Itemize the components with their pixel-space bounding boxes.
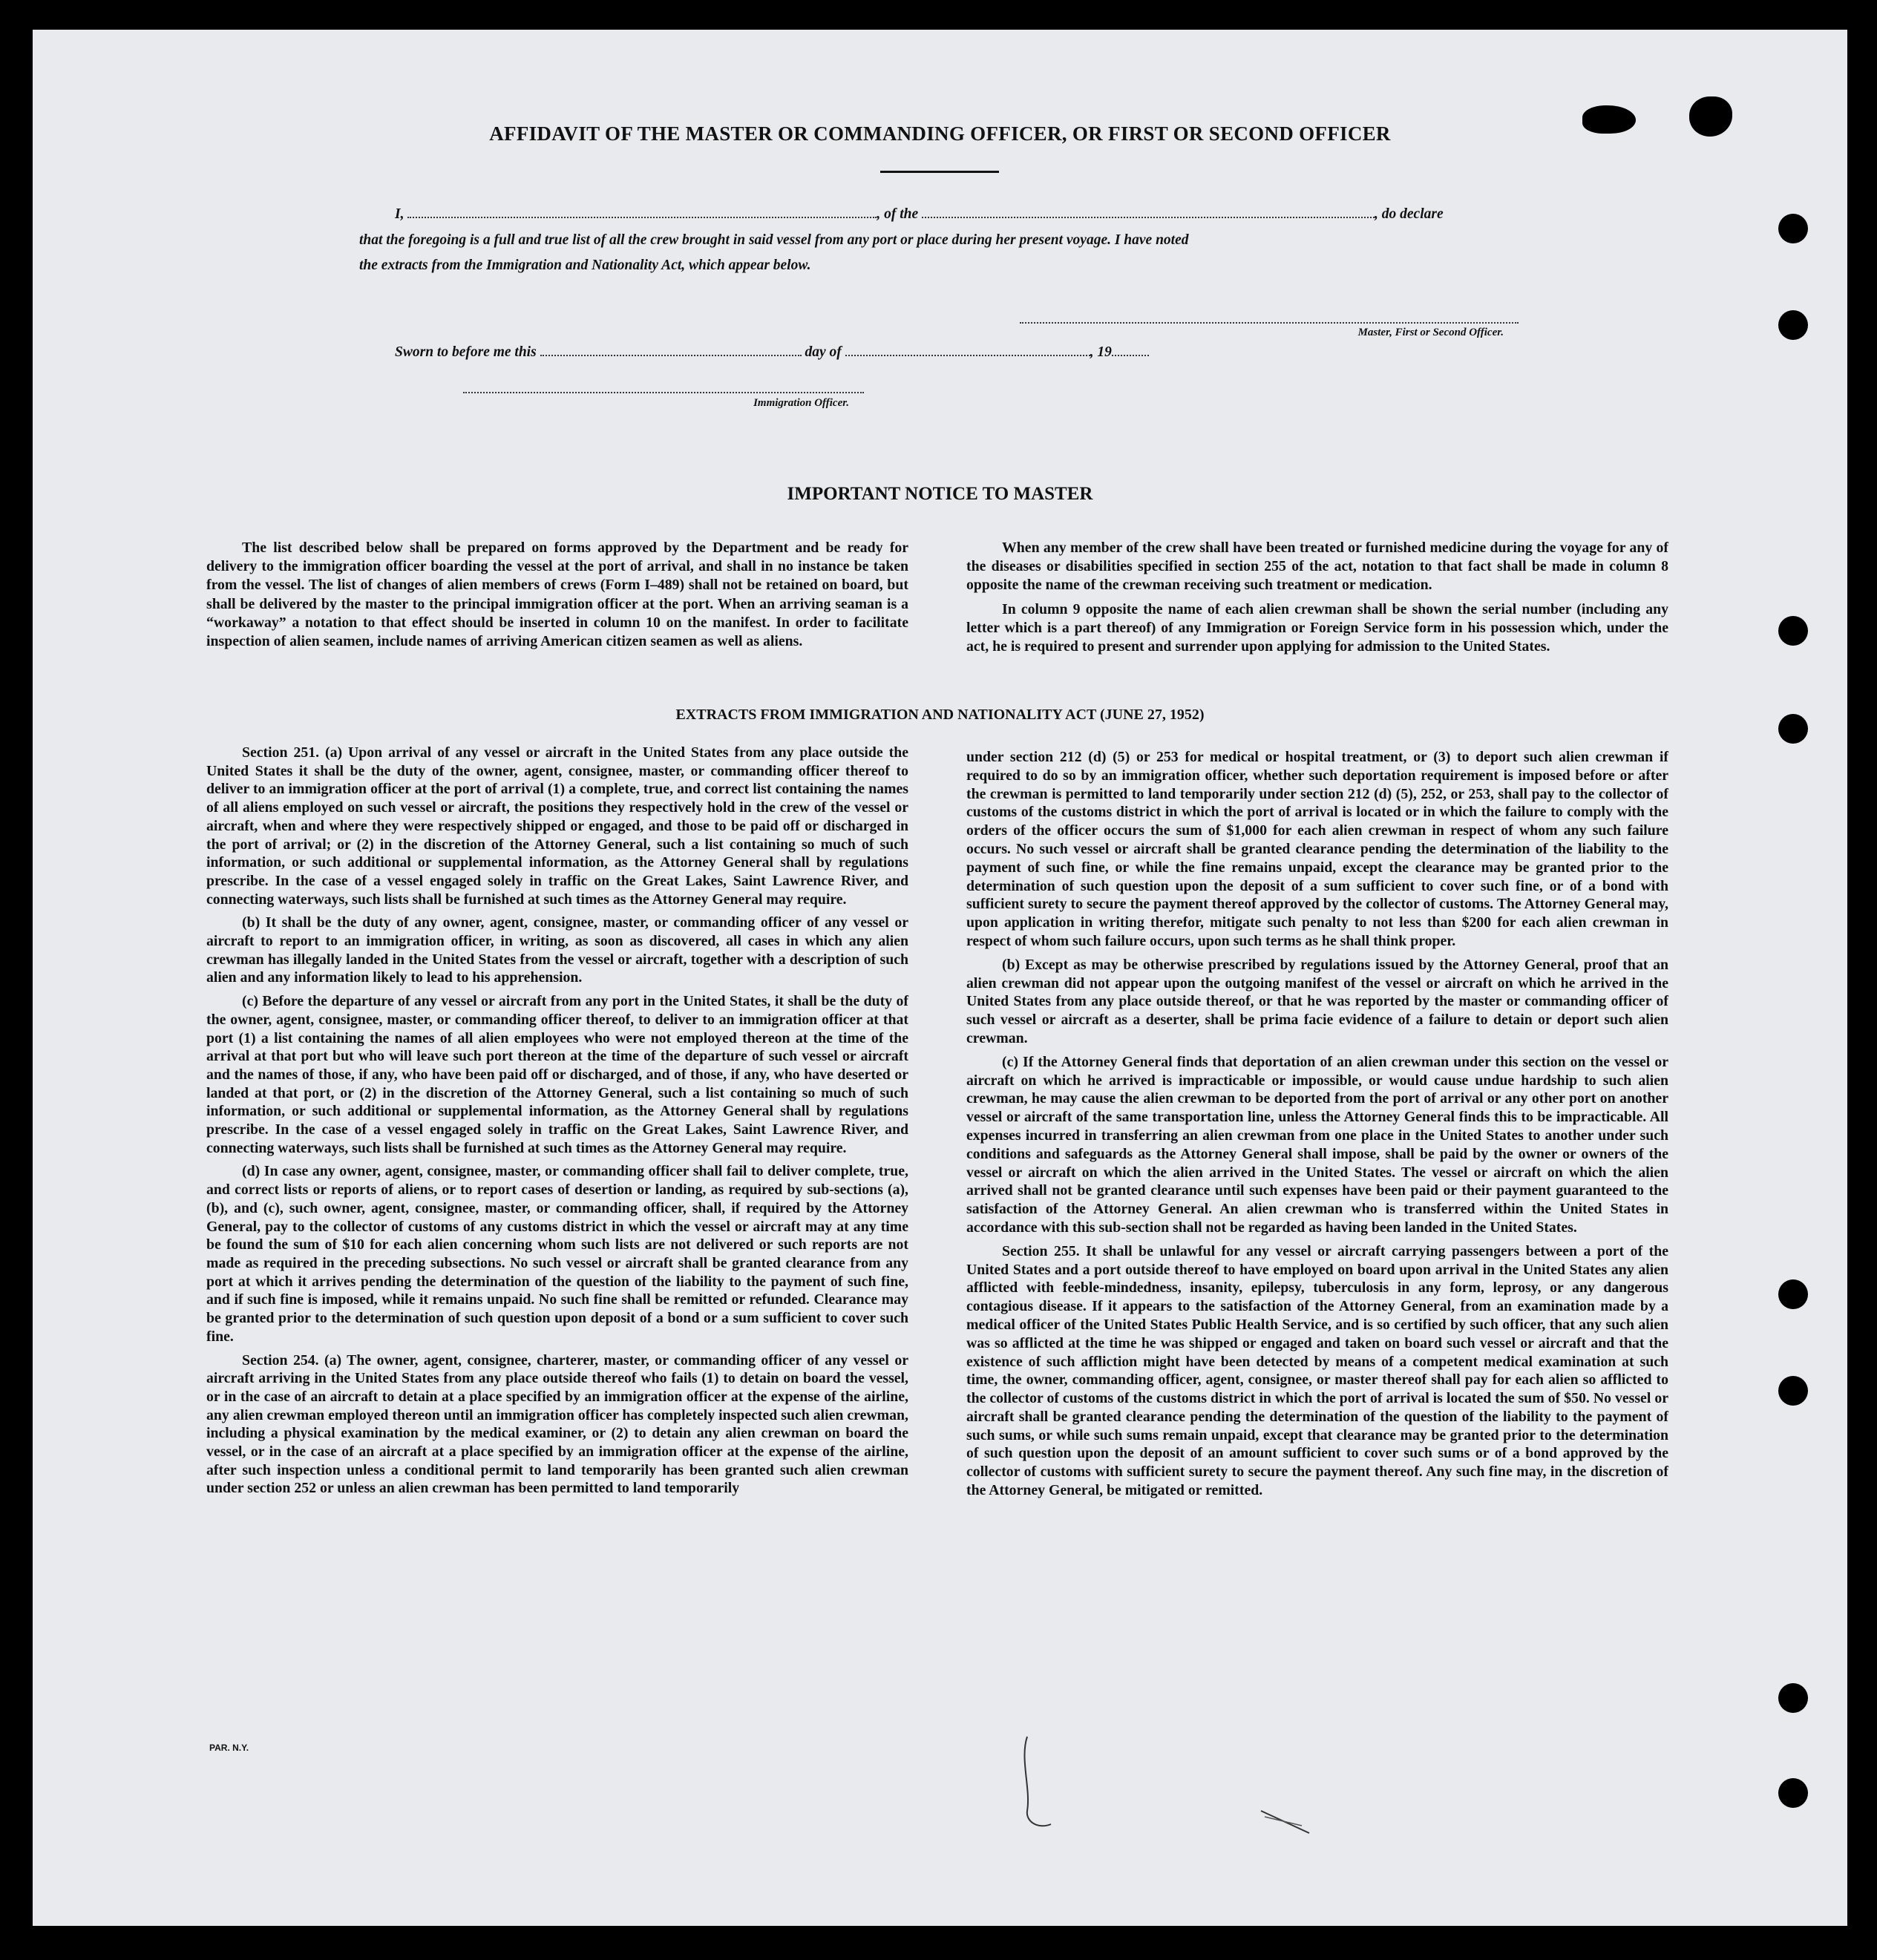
- officer-signature-line[interactable]: [463, 392, 864, 393]
- extract-paragraph: (c) If the Attorney General finds that deportation of an alien crewman under this section on the vessel or aircraft on which he arrived is impracticable or impossible, or would cause undue hardship to such alien crewman, he may cause the alien crewman to be deported from the port of arrival or any other port on another vessel or aircraft of the same transportation line, unless the Attorney General finds this to be impracticable. All expenses incurred in transferring an alien crewman from one place in the United States to another under such conditions and safeguards as the Attorney General shall impose, shall be paid by the owner or owners of the vessel or aircraft on which the alien arrived in the United States. The vessel or aircraft on which the alien arrived shall not be granted clearance until such expenses have been paid or their payment guaranteed to the satisfaction of the Attorney General. An alien crewman who is transferred within the United States in accordance with this sub-section shall not be regarded as having been landed in the United States.: [966, 1053, 1668, 1236]
- notice-title: IMPORTANT NOTICE TO MASTER: [787, 484, 1093, 504]
- extracts-left-column: [206, 744, 908, 1503]
- day-of-label: day of: [805, 344, 842, 360]
- sworn-label: Sworn to before me this: [395, 344, 537, 360]
- punch-hole: [1778, 1683, 1808, 1713]
- punch-hole: [1778, 214, 1808, 243]
- name-blank[interactable]: [407, 206, 877, 218]
- extract-paragraph: Section 251. (a) Upon arrival of any vessel or aircraft in the United States from any place outside the United States it shall be the duty of the owner, agent, consignee, master, or commanding officer thereof to deliver to an immigration officer at the port of arrival (1) a complete, true, and correct list containing the names of all aliens employed on such vessel or aircraft, the positions they respectively hold in the crew of the vessel or aircraft, when and where they were respectively shipped or engaged, and those to be paid off or discharged in the port of arrival; or (2) in the discretion of the Attorney General, such a list containing so much of such information, or such additional or supplemental information, as the Attorney General shall by regulations prescribe. In the case of a vessel engaged solely in traffic on the Great Lakes, Saint Lawrence River, and connecting waterways, such lists shall be furnished at such times as the Attorney General may require.: [206, 744, 908, 908]
- statement-line-2: the extracts from the Immigration and Nationality Act, which appear below.: [359, 258, 811, 273]
- ink-blot: [1582, 105, 1636, 134]
- sworn-month-blank[interactable]: [845, 344, 1090, 356]
- extract-paragraph: Section 255. It shall be unlawful for any vessel or aircraft carrying passengers between a port of the United States and a port outside thereof to have employed on board upon arrival in the United States any alien afflicted with feeble-mindedness, insanity, epilepsy, tuberculosis in any form, leprosy, or any dangerous contagious disease. If it appears to the satisfaction of the Attorney General, from an examination made by a medical officer of the United States Public Health Service, and is so certified by such officer, that any such alien was so afflicted at the time he was shipped or engaged and taken on board such vessel or aircraft and that the existence of such affliction might have been detected by means of a competent medical examination at such time, the owner, commanding officer, agent, consignee, or master thereof shall pay for each alien so afflicted to the collector of customs of the customs district in which the port of arrival is located the sum of $50. No vessel or aircraft shall be granted clearance pending the determination of the question of the liability to the payment of such sums, or while such sums remain unpaid, except that clearance may be granted prior to the determination of such question upon the deposit of an amount sufficient to cover such sums or of a bond approved by the collector of customs with sufficient surety to secure the payment thereof. Any such fine may, in the discretion of the Attorney General, be mitigated or remitted.: [966, 1242, 1668, 1499]
- pencil-marks: [998, 1729, 1339, 1863]
- master-signature-caption: Master, First or Second Officer.: [1357, 327, 1504, 338]
- notice-right-column: [966, 539, 1668, 661]
- punch-hole: [1778, 1778, 1808, 1808]
- punch-hole: [1778, 1279, 1808, 1309]
- extract-paragraph: (b) Except as may be otherwise prescribed by regulations issued by the Attorney General, proof that an alien crewman did not appear upon the outgoing manifest of the vessel or aircraft on which he arrived in the United States from any place outside thereof, or that he was reported by the master or commanding officer of such vessel or aircraft as a deserter, shall be prima facie evidence of a failure to detain or deport such alien crewman.: [966, 956, 1668, 1046]
- notice-paragraph: In column 9 opposite the name of each alien crewman shall be shown the serial number (including any letter which is a part thereof) of any Immigration or Foreign Service form in his possession which, under the act, he is required to present and surrender upon applying for admission to the United States.: [966, 600, 1668, 655]
- punch-hole: [1778, 714, 1808, 744]
- statement-line-1: that the foregoing is a full and true list of all the crew brought in said vessel from any port or place during her present voyage. I have noted: [359, 232, 1189, 248]
- sworn-year-blank[interactable]: [1112, 344, 1149, 356]
- sworn-line: [395, 344, 1360, 361]
- extract-paragraph: (d) In case any owner, agent, consignee, master, or commanding officer shall fail to deliver complete, true, and correct lists or reports of aliens, or to report cases of desertion or landing, as required by sub-sections (a), (b), and (c), such owner, agent, consignee, master, or commanding officer, shall, if required by the Attorney General, pay to the collector of customs of any customs district in which the vessel or aircraft may at any time be found the sum of $10 for each alien concerning whom such lists are not delivered or such reports are not made as required in the preceding subsections. No such vessel or aircraft shall be granted clearance from any port at which it arrives pending the determination of the question of the liability to the payment of such fine, and if such fine is imposed, while it remains unpaid. No such fine shall be remitted or refunded. Clearance may be granted prior to the determination of such question upon deposit of a bond or a sum sufficient to cover such fine.: [206, 1163, 908, 1345]
- vessel-blank[interactable]: [922, 206, 1375, 218]
- of-the-label: , of the: [877, 206, 919, 222]
- document-sheet: [33, 30, 1847, 1926]
- sworn-day-blank[interactable]: [540, 344, 802, 356]
- extract-paragraph: Section 254. (a) The owner, agent, consignee, charterer, master, or commanding officer of any vessel or aircraft arriving in the United States from any place outside thereof who fails (1) to detain on board the vessel, or in the case of an aircraft to detain at a place specified by an immigration officer at the expense of the airline, any alien crewman employed thereon until an immigration officer has completely inspected such alien crewman, including a physical examination by the medical examiner, or (2) to detain any alien crewman on board the vessel, or in the case of an aircraft at a place specified by an immigration officer at the expense of the airline, after such inspection unless a conditional permit to land temporarily has been granted such alien crewman under section 252 or unless an alien crewman has been permitted to land temporarily: [206, 1351, 908, 1497]
- title-underline: [880, 171, 999, 173]
- declaration-line: [395, 206, 1553, 223]
- i-label: I,: [395, 206, 404, 222]
- notice-paragraph: When any member of the crew shall have been treated or furnished medicine during the voyage for any of the diseases or disabilities specified in section 255 of the act, notation to that fact shall be made in column 8 opposite the name of the crewman receiving such treatment or medication.: [966, 540, 1668, 594]
- master-signature-line[interactable]: [1020, 322, 1519, 324]
- do-declare-label: , do declare: [1375, 206, 1444, 222]
- punch-hole: [1778, 310, 1808, 340]
- extract-paragraph: under section 212 (d) (5) or 253 for medical or hospital treatment, or (3) to deport such alien crewman if required to do so by an immigration officer, whether such deportation requirement is imposed before or after the crewman is permitted to land temporarily under section 212 (d) (5), 252, or 253, shall pay to the collector of customs of the customs district in which the port of arrival is located or in which the failure to comply with the orders of the officer occurs the sum of $1,000 for each alien crewman in respect of whom any such failure occurs. No such vessel or aircraft shall be granted clearance pending the determination of the liability to the payment of such fine, or while the fine remains unpaid, except the clearance may be granted prior to the determination of such question upon the deposit of a sum sufficient to cover such fine, or of a bond with sufficient surety to secure the payment thereof approved by the collector of customs. The Attorney General may, upon application in writing therefor, mitigate such penalty to not less than $200 for each alien crewman in respect of whom such failure occurs, upon such terms as he shall think proper.: [966, 749, 1668, 949]
- extract-paragraph: (c) Before the departure of any vessel or aircraft from any port in the United States, it shall be the duty of the owner, agent, consignee, master, or commanding officer thereof, to deliver to an immigration officer at that port (1) a list containing the names of all alien employees who were not employed thereon at the time of the arrival at that port but who will leave such port thereon at the time of the departure of such vessel or aircraft and the names of those, if any, who have been paid off or discharged, and of those, if any, who have deserted or landed at that port, or (2) in the discretion of the Attorney General, such a list containing so much of such information, or such additional or supplemental information, as the Attorney General shall by regulations prescribe. In the case of a vessel engaged solely in traffic on the Great Lakes, Saint Lawrence River, and connecting waterways, such lists shall be furnished at such times as the Attorney General may require.: [206, 993, 908, 1156]
- punch-hole: [1778, 1376, 1808, 1406]
- year-label: , 19: [1090, 344, 1112, 360]
- extracts-right-column: [966, 748, 1668, 1505]
- extracts-title: EXTRACTS FROM IMMIGRATION AND NATIONALITY ACT (JUNE 27, 1952): [675, 707, 1205, 723]
- affidavit-title: AFFIDAVIT OF THE MASTER OR COMMANDING OFFICER, OR FIRST OR SECOND OFFICER: [489, 122, 1391, 145]
- notice-left-column: [206, 539, 908, 656]
- extract-paragraph: (b) It shall be the duty of any owner, agent, consignee, master, or commanding officer of any vessel or aircraft to report to an immigration officer, in writing, as soon as discovered, all cases in which any alien crewman has illegally landed in the United States from the vessel or aircraft, together with a description of such alien and any information likely to lead to his apprehension.: [206, 914, 908, 986]
- notice-paragraph: The list described below shall be prepared on forms approved by the Department and be ready for delivery to the immigration officer boarding the vessel at the port of arrival, and shall in no instance be taken from the vessel. The list of changes of alien members of crews (Form I–489) shall not be retained on board, but shall be delivered by the master to the principal immigration officer at the port. When an arriving seaman is a “workaway” a notation to that effect should be inserted in column 10 on the manifest. In order to facilitate inspection of alien seamen, include names of arriving American citizen seamen as well as aliens.: [206, 540, 908, 650]
- officer-signature-caption: Immigration Officer.: [753, 397, 849, 409]
- punch-hole: [1778, 616, 1808, 646]
- printer-mark: PAR. N.Y.: [209, 1743, 249, 1753]
